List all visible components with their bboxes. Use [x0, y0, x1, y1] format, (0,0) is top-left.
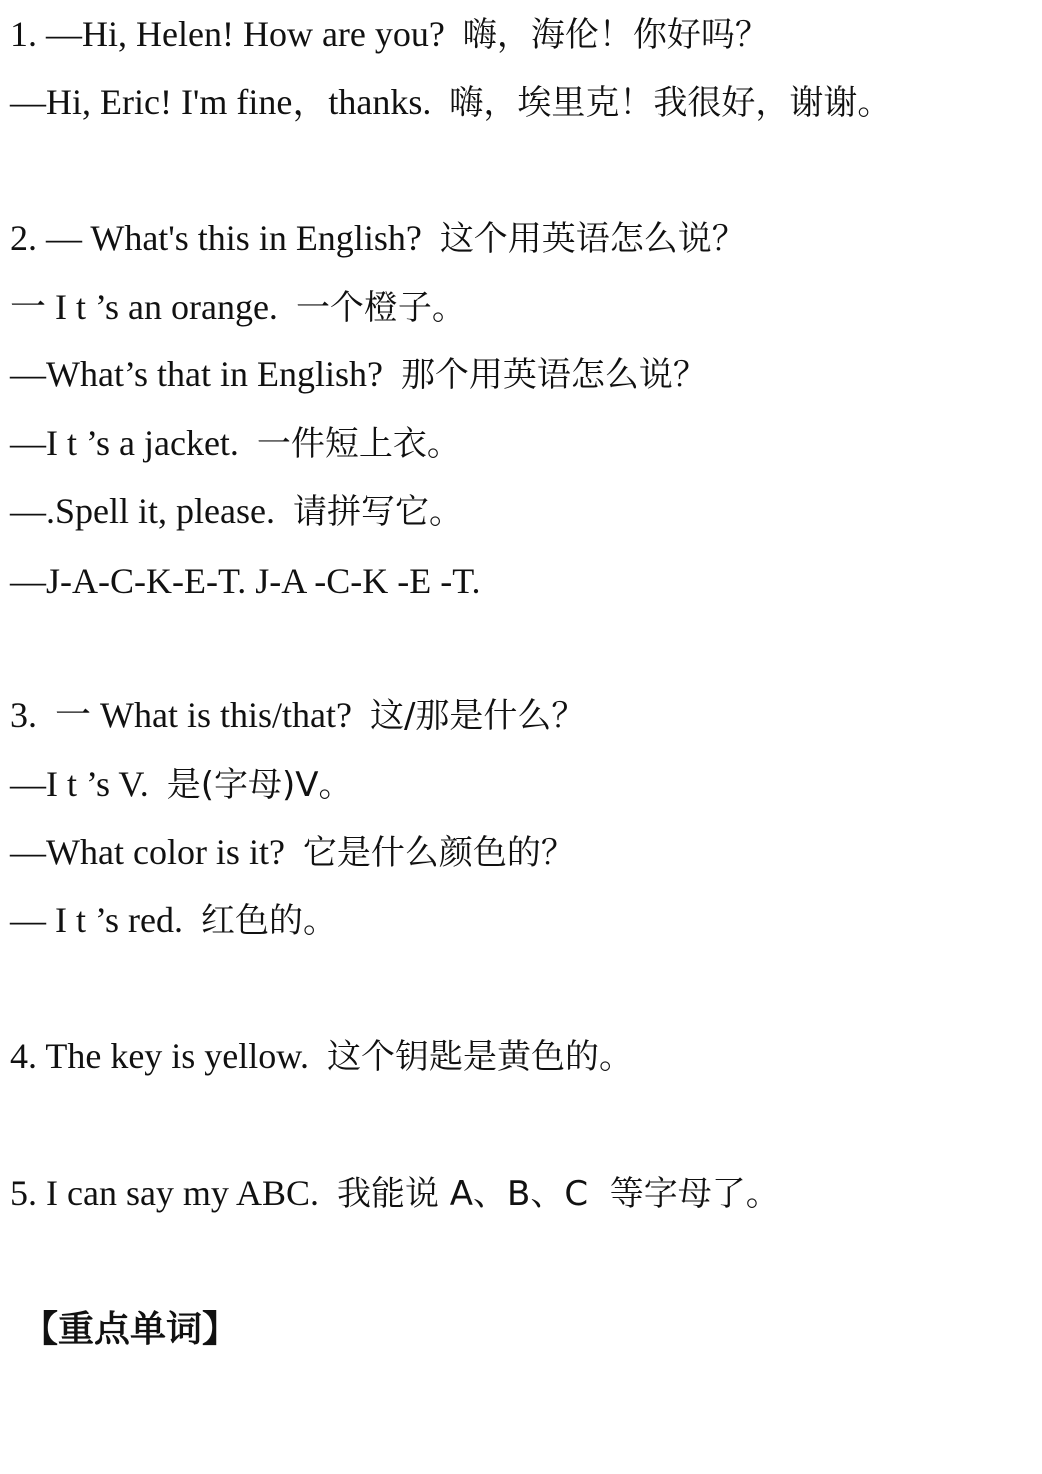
chinese-text: 这个用英语怎么说？	[439, 219, 746, 259]
dialogue-2-line-6	[10, 559, 481, 604]
chinese-text: 它是什么颜色的？	[302, 833, 575, 873]
english-text: 5. I can say my ABC.	[10, 1173, 337, 1213]
english-text: 一 I t ’s an orange.	[10, 287, 296, 327]
dialogue-3-line-4	[10, 898, 337, 943]
english-text: —What’s that in English?	[10, 354, 401, 394]
sentence-4	[10, 1034, 633, 1079]
chinese-text: 嗨，埃里克！我很好，谢谢。	[449, 83, 892, 123]
dialogue-2-line-1	[10, 216, 746, 261]
chinese-text: 一件短上衣。	[256, 424, 461, 464]
chinese-text: 我能说 A、B、C 等字母了。	[336, 1174, 780, 1214]
english-text: —Hi, Eric! I'm fine，thanks.	[10, 82, 450, 122]
english-text: 3. 一 What is this/that?	[10, 695, 370, 735]
english-text: —I t ’s V.	[10, 764, 167, 804]
chinese-text: 是(字母)V。	[166, 765, 353, 805]
section-heading: 【重点单词】	[22, 1309, 239, 1350]
english-text: 1. —Hi, Helen! How are you?	[10, 14, 463, 54]
dialogue-2-line-4	[10, 421, 461, 466]
chinese-text: 嗨，海伦！你好吗？	[462, 15, 769, 55]
chinese-text: 一个橙子。	[295, 288, 466, 328]
english-text: —J-A-C-K-E-T. J-A -C-K -E -T.	[10, 561, 481, 601]
chinese-text: 那个用英语怎么说？	[400, 355, 707, 395]
dialogue-1-line-1	[10, 12, 769, 57]
sentence-5	[10, 1171, 780, 1216]
dialogue-3-line-1	[10, 693, 585, 738]
english-text: —.Spell it, please.	[10, 491, 293, 531]
dialogue-3-line-3	[10, 830, 575, 875]
dialogue-3-line-2	[10, 762, 353, 807]
chinese-text: 红色的。	[200, 901, 337, 941]
english-text: —What color is it?	[10, 832, 303, 872]
english-text: 4. The key is yellow.	[10, 1036, 327, 1076]
chinese-text: 这/那是什么？	[369, 696, 586, 736]
chinese-text: 请拼写它。	[292, 492, 463, 532]
dialogue-2-line-3	[10, 352, 707, 397]
dialogue-1-line-2	[10, 80, 891, 125]
english-text: 2. — What's this in English?	[10, 218, 440, 258]
dialogue-2-line-2	[10, 285, 466, 330]
chinese-text: 这个钥匙是黄色的。	[326, 1037, 633, 1077]
dialogue-2-line-5	[10, 489, 463, 534]
english-text: —I t ’s a jacket.	[10, 423, 257, 463]
english-text: — I t ’s red.	[10, 900, 201, 940]
